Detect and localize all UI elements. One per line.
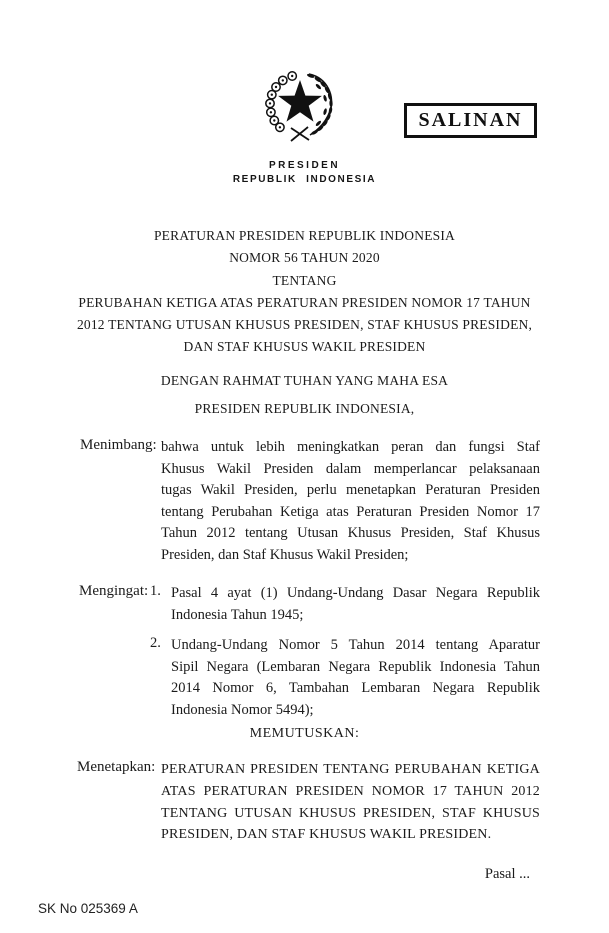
considering-paragraph: bahwa untuk lebih meningkatkan peran dan fungsi Staf Khusus Wakil Presiden dalam memperlancar pelaksanaan tugas Wakil Presiden, perlu menetapkan Peraturan Presiden tentang Perubahan Ketiga atas Peraturan Presiden Nomor 17 Tahun 2012 tentang Utusan Khusus Presiden, Staf Khusus Presiden, dan Staf Khusus Wakil Presiden;: [161, 439, 540, 563]
presidential-star-wreath-icon: [258, 68, 346, 154]
presidential-emblem: [258, 68, 346, 154]
letterhead-presiden: PRESIDEN: [268, 160, 341, 171]
deciding-heading: MEMUTUSKAN:: [249, 726, 360, 741]
recalling-item-2-number: 2.: [150, 635, 161, 651]
catchword-pasal: Pasal ...: [484, 866, 530, 882]
recalling-item-1-number: 1.: [150, 583, 161, 599]
enacting-paragraph: PERATURAN PRESIDEN TENTANG PERUBAHAN KETIGA ATAS PERATURAN PRESIDEN NOMOR 17 TAHUN 2012 TENTANG UTUSAN KHUSUS PRESIDEN, STAF KHUSUS PRESIDEN, DAN STAF KHUSUS WAKIL PRESIDEN.: [161, 762, 540, 843]
invocation-line: DENGAN RAHMAT TUHAN YANG MAHA ESA: [160, 373, 449, 388]
recalling-item-1-text: Pasal 4 ayat (1) Undang-Undang Dasar Negara Republik Indonesia Tahun 1945;: [171, 585, 540, 623]
letterhead-republik-indonesia: REPUBLIK INDONESIA: [232, 174, 377, 185]
regulation-title: PERATURAN PRESIDEN REPUBLIK INDONESIA NOMOR 56 TAHUN 2020 TENTANG PERUBAHAN KETIGA ATAS PERATURAN PRESIDEN NOMOR 17 TAHUN 2012 TENTANG UTUSAN KHUSUS PRESIDEN, STAF KHUSUS PRESIDEN, DAN STAF KHUSUS WAKIL PRESIDEN: [76, 228, 533, 355]
sk-number: SK No 025369 A: [38, 901, 138, 916]
issuer-line: PRESIDEN REPUBLIK INDONESIA,: [194, 401, 415, 416]
letterhead: [0, 160, 609, 185]
considering-label: Menimbang:: [80, 437, 157, 453]
enacting-label: Menetapkan:: [77, 759, 156, 775]
salinan-stamp: [404, 103, 537, 138]
recalling-item-2-text: Undang-Undang Nomor 5 Tahun 2014 tentang Aparatur Sipil Negara (Lembaran Negara Republik Indonesia Tahun 2014 Nomor 6, Tambahan Lembaran Negara Republik Indonesia Nomor 5494);: [171, 637, 540, 718]
recalling-label: Mengingat:: [79, 583, 149, 599]
salinan-stamp-label: SALINAN: [418, 109, 523, 131]
